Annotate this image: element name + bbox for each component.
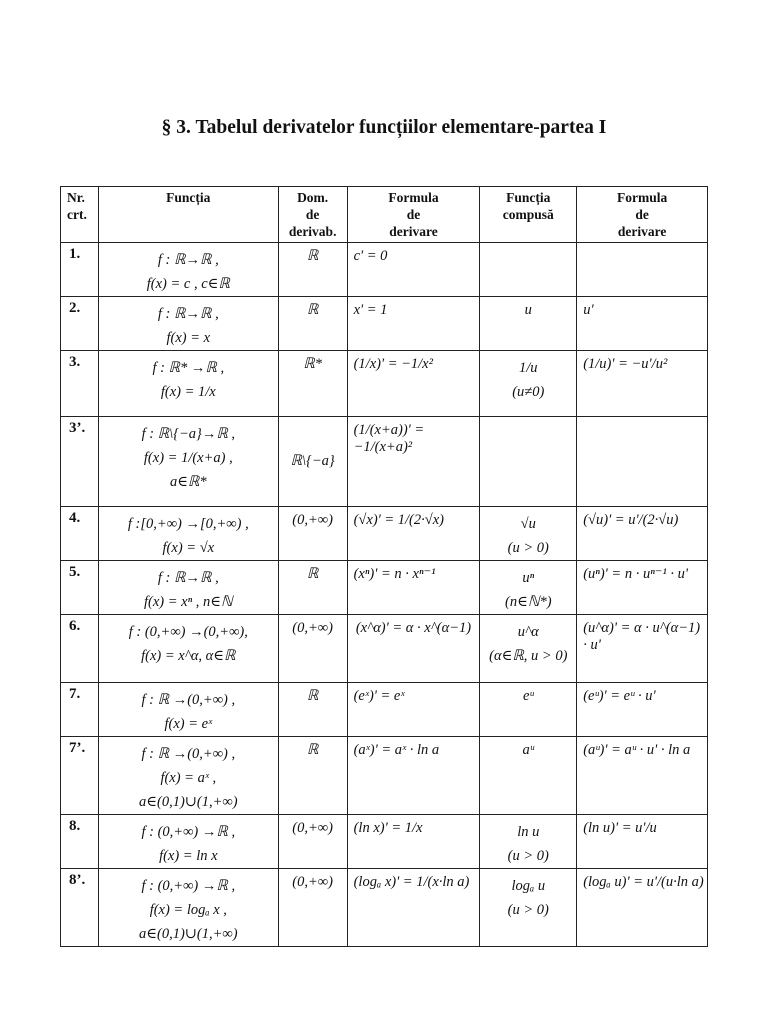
page-title: § 3. Tabelul derivatelor funcțiilor elementare-partea I xyxy=(161,117,607,138)
formula-cell: c' = 0 xyxy=(347,243,480,297)
function-line: f : ℝ →(0,+∞) , xyxy=(141,746,236,762)
table-row xyxy=(61,417,708,507)
row-number: 8. xyxy=(61,815,99,869)
derivatives-table xyxy=(60,186,708,947)
compound-formula-cell xyxy=(577,417,708,507)
header-nr: Nr. crt. xyxy=(61,187,99,243)
formula-cell: (x^α)' = α · x^(α−1) xyxy=(347,615,480,683)
function-cell xyxy=(98,561,278,615)
function-line: f(x) = 1/x xyxy=(160,384,216,400)
compound-cell xyxy=(480,815,577,869)
compound-condition: (u > 0) xyxy=(507,848,549,864)
function-line: f(x) = eˣ xyxy=(164,716,213,732)
row-number: 7’. xyxy=(61,737,99,815)
formula-cell: (xⁿ)' = n · xⁿ⁻¹ xyxy=(347,561,480,615)
function-line: f(x) = √x xyxy=(162,540,215,556)
compound-formula-cell: (uⁿ)' = n · uⁿ⁻¹ · u' xyxy=(577,561,708,615)
row-number: 7. xyxy=(61,683,99,737)
row-number: 1. xyxy=(61,243,99,297)
function-line: f : (0,+∞) →(0,+∞), xyxy=(128,624,248,640)
row-number: 4. xyxy=(61,507,99,561)
domain-cell: ℝ xyxy=(278,737,347,815)
domain-cell: ℝ xyxy=(278,683,347,737)
header-functia: Funcția xyxy=(98,187,278,243)
compound-formula-cell: (u^α)' = α · u^(α−1) · u' xyxy=(577,615,708,683)
formula-cell: x' = 1 xyxy=(347,297,480,351)
function-cell xyxy=(98,815,278,869)
compound-formula-cell: u' xyxy=(577,297,708,351)
function-line: f(x) = ln x xyxy=(159,848,218,864)
formula-cell: (ln x)' = 1/x xyxy=(347,815,480,869)
row-number: 6. xyxy=(61,615,99,683)
compound-cell: eᵘ xyxy=(480,683,577,737)
compound-condition: (u > 0) xyxy=(507,902,549,918)
compound-formula-cell: (aᵘ)' = aᵘ · u' · ln a xyxy=(577,737,708,815)
function-cell xyxy=(98,297,278,351)
function-line: f(x) = x^α, α∈ℝ xyxy=(141,648,236,664)
function-line: f : ℝ →(0,+∞) , xyxy=(141,692,236,708)
compound-formula-cell: (logₐ u)' = u'/(u·ln a) xyxy=(577,869,708,947)
formula-cell: (aˣ)' = aˣ · ln a xyxy=(347,737,480,815)
function-cell xyxy=(98,417,278,507)
function-cell xyxy=(98,683,278,737)
function-line: f : (0,+∞) →ℝ , xyxy=(141,878,236,894)
function-line: f : ℝ→ℝ , xyxy=(157,252,219,268)
header-compusa: Funcția compusă xyxy=(480,187,577,243)
compound-cell: u xyxy=(480,297,577,351)
compound-expression: logₐ u xyxy=(511,878,546,894)
compound-cell xyxy=(480,243,577,297)
compound-formula-cell: (ln u)' = u'/u xyxy=(577,815,708,869)
domain-cell: ℝ\{−a} xyxy=(278,417,347,507)
header-dom: Dom. de derivab. xyxy=(278,187,347,243)
formula-cell: (1/(x+a))' = −1/(x+a)² xyxy=(347,417,480,507)
header-formula: Formula de derivare xyxy=(347,187,480,243)
domain-cell: (0,+∞) xyxy=(278,815,347,869)
compound-expression: ln u xyxy=(517,824,540,840)
function-cell xyxy=(98,351,278,417)
formula-cell: (√x)' = 1/(2·√x) xyxy=(347,507,480,561)
table-row xyxy=(61,351,708,417)
domain-cell: (0,+∞) xyxy=(278,869,347,947)
function-line: f : (0,+∞) →ℝ , xyxy=(141,824,236,840)
header-formula2: Formula de derivare xyxy=(577,187,708,243)
function-line: f :[0,+∞) →[0,+∞) , xyxy=(127,516,249,532)
compound-expression: uⁿ xyxy=(522,570,535,586)
table-row xyxy=(61,815,708,869)
compound-formula-cell: (1/u)' = −u'/u² xyxy=(577,351,708,417)
function-line: f(x) = aˣ , xyxy=(160,770,217,786)
compound-cell: aᵘ xyxy=(480,737,577,815)
row-number: 3’. xyxy=(61,417,99,507)
table-row xyxy=(61,869,708,947)
compound-condition: (n∈ℕ*) xyxy=(505,594,552,610)
compound-condition: (u > 0) xyxy=(507,540,549,556)
domain-cell: ℝ xyxy=(278,561,347,615)
table-row xyxy=(61,243,708,297)
function-line: a∈ℝ* xyxy=(169,474,207,490)
formula-cell: (logₐ x)' = 1/(x·ln a) xyxy=(347,869,480,947)
compound-condition: (α∈ℝ, u > 0) xyxy=(489,648,568,664)
function-line: f : ℝ* →ℝ , xyxy=(152,360,225,376)
row-number: 8’. xyxy=(61,869,99,947)
table-row xyxy=(61,507,708,561)
compound-expression: 1/u xyxy=(519,360,538,376)
function-cell xyxy=(98,869,278,947)
function-line: f(x) = x xyxy=(166,330,211,346)
row-number: 3. xyxy=(61,351,99,417)
compound-cell xyxy=(480,561,577,615)
function-line: f(x) = xⁿ , n∈ℕ xyxy=(143,594,233,610)
table-row xyxy=(61,737,708,815)
table-row xyxy=(61,297,708,351)
function-line: f : ℝ→ℝ , xyxy=(157,570,219,586)
compound-cell xyxy=(480,615,577,683)
domain-cell: ℝ* xyxy=(278,351,347,417)
domain-cell: ℝ xyxy=(278,297,347,351)
compound-cell xyxy=(480,507,577,561)
compound-condition: (u≠0) xyxy=(512,384,545,400)
formula-cell: (1/x)' = −1/x² xyxy=(347,351,480,417)
compound-formula-cell: (eᵘ)' = eᵘ · u' xyxy=(577,683,708,737)
compound-expression: √u xyxy=(520,516,536,532)
function-line: f(x) = 1/(x+a) , xyxy=(143,450,233,466)
compound-cell xyxy=(480,351,577,417)
compound-formula-cell xyxy=(577,243,708,297)
function-line: a∈(0,1)∪(1,+∞) xyxy=(139,794,238,810)
row-number: 2. xyxy=(61,297,99,351)
formula-cell: (eˣ)' = eˣ xyxy=(347,683,480,737)
table-header-row xyxy=(61,187,708,243)
function-line: f(x) = logₐ x , xyxy=(149,902,227,918)
function-cell xyxy=(98,243,278,297)
table-row xyxy=(61,615,708,683)
function-line: f : ℝ\{−a}→ℝ , xyxy=(141,426,236,442)
function-cell xyxy=(98,737,278,815)
row-number: 5. xyxy=(61,561,99,615)
domain-cell: (0,+∞) xyxy=(278,507,347,561)
domain-cell: (0,+∞) xyxy=(278,615,347,683)
domain-cell: ℝ xyxy=(278,243,347,297)
compound-cell xyxy=(480,417,577,507)
compound-formula-cell: (√u)' = u'/(2·√u) xyxy=(577,507,708,561)
function-line: a∈(0,1)∪(1,+∞) xyxy=(139,926,238,942)
function-cell xyxy=(98,507,278,561)
compound-cell xyxy=(480,869,577,947)
compound-expression: u^α xyxy=(517,624,539,640)
function-line: f(x) = c , c∈ℝ xyxy=(146,276,230,292)
function-cell xyxy=(98,615,278,683)
function-line: f : ℝ→ℝ , xyxy=(157,306,219,322)
table-row xyxy=(61,561,708,615)
table-row xyxy=(61,683,708,737)
